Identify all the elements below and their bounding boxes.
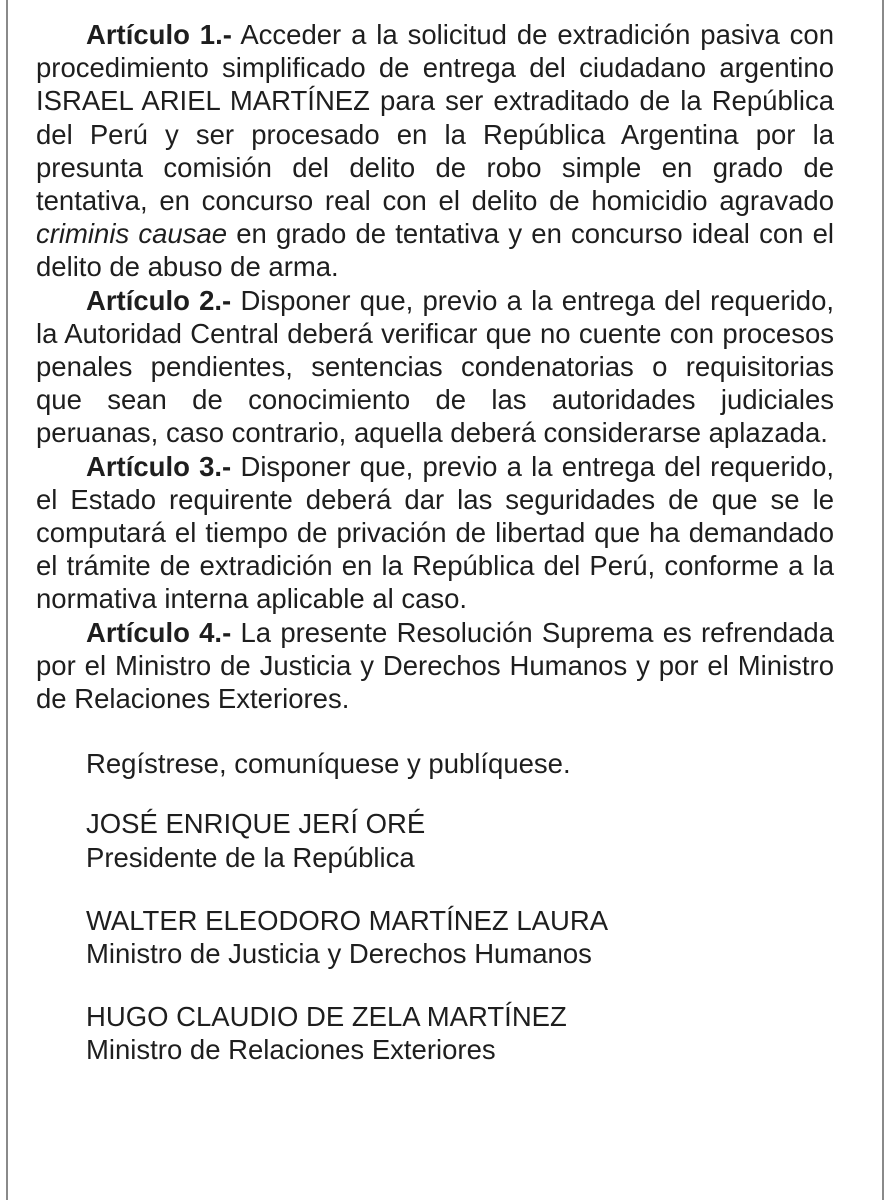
- article-3-label: Artículo 3.-: [86, 450, 232, 482]
- signatory-title: Ministro de Justicia y Derechos Humanos: [86, 938, 592, 970]
- article-1-italic-term: criminis causae: [36, 218, 228, 250]
- article-4: [36, 616, 834, 716]
- signatory-name: JOSÉ ENRIQUE JERÍ ORÉ: [86, 808, 426, 840]
- article-2-label: Artículo 2.-: [86, 284, 232, 316]
- article-1-label: Artículo 1.-: [86, 19, 232, 50]
- article-2-text: Disponer que, previo a la entrega del requerido, la Autoridad Central deberá verificar que no cuente con procesos penales pendientes, sentencias condenatorias o requisitorias que sean de conocimiento de las autoridades judiciales peruanas, caso contrario, aquella deberá considerarse aplazada.: [36, 284, 835, 449]
- signatory-president: [86, 807, 834, 873]
- signatory-name: WALTER ELEODORO MARTÍNEZ LAURA: [86, 904, 609, 936]
- article-3-text: Disponer que, previo a la entrega del requerido, el Estado requirente deberá dar las seguridades de que se le computará el tiempo de privación de libertad que ha demandado el trámite de extradición en la República del Perú, conforme a la normativa interna aplicable al caso.: [36, 450, 835, 615]
- article-3: [36, 450, 834, 616]
- resolution-body: [36, 18, 834, 1097]
- right-column-rule: [882, 0, 884, 1200]
- signatory-name: HUGO CLAUDIO DE ZELA MARTÍNEZ: [86, 1001, 567, 1033]
- signatory-title: Presidente de la República: [86, 841, 415, 873]
- article-1-text-before: Acceder a la solicitud de extradición pasiva con procedimiento simplificado de entrega del ciudadano argentino ISRAEL ARIEL MARTÍNEZ para ser extraditado de la República del Perú y ser procesado en la República Argentina por la presunta comisión del delito de robo simple en grado de tentativa, en concurso real con el delito de homicidio agravado: [36, 19, 835, 217]
- article-1: [36, 18, 834, 284]
- article-4-label: Artículo 4.-: [86, 616, 232, 648]
- signatory-justice-minister: [86, 904, 834, 970]
- signatory-foreign-minister: [86, 1000, 834, 1066]
- closing-formula: Regístrese, comuníquese y publíquese.: [86, 748, 571, 780]
- signatory-title: Ministro de Relaciones Exteriores: [86, 1034, 496, 1066]
- article-4-text: La presente Resolución Suprema es refrendada por el Ministro de Justicia y Derechos Humanos y por el Ministro de Relaciones Exteriores.: [36, 616, 835, 715]
- closing-block: [36, 747, 834, 1066]
- left-column-rule: [6, 0, 8, 1200]
- article-2: [36, 284, 834, 450]
- article-1-text-after: en grado de tentativa y en concurso ideal con el delito de abuso de arma.: [36, 218, 834, 283]
